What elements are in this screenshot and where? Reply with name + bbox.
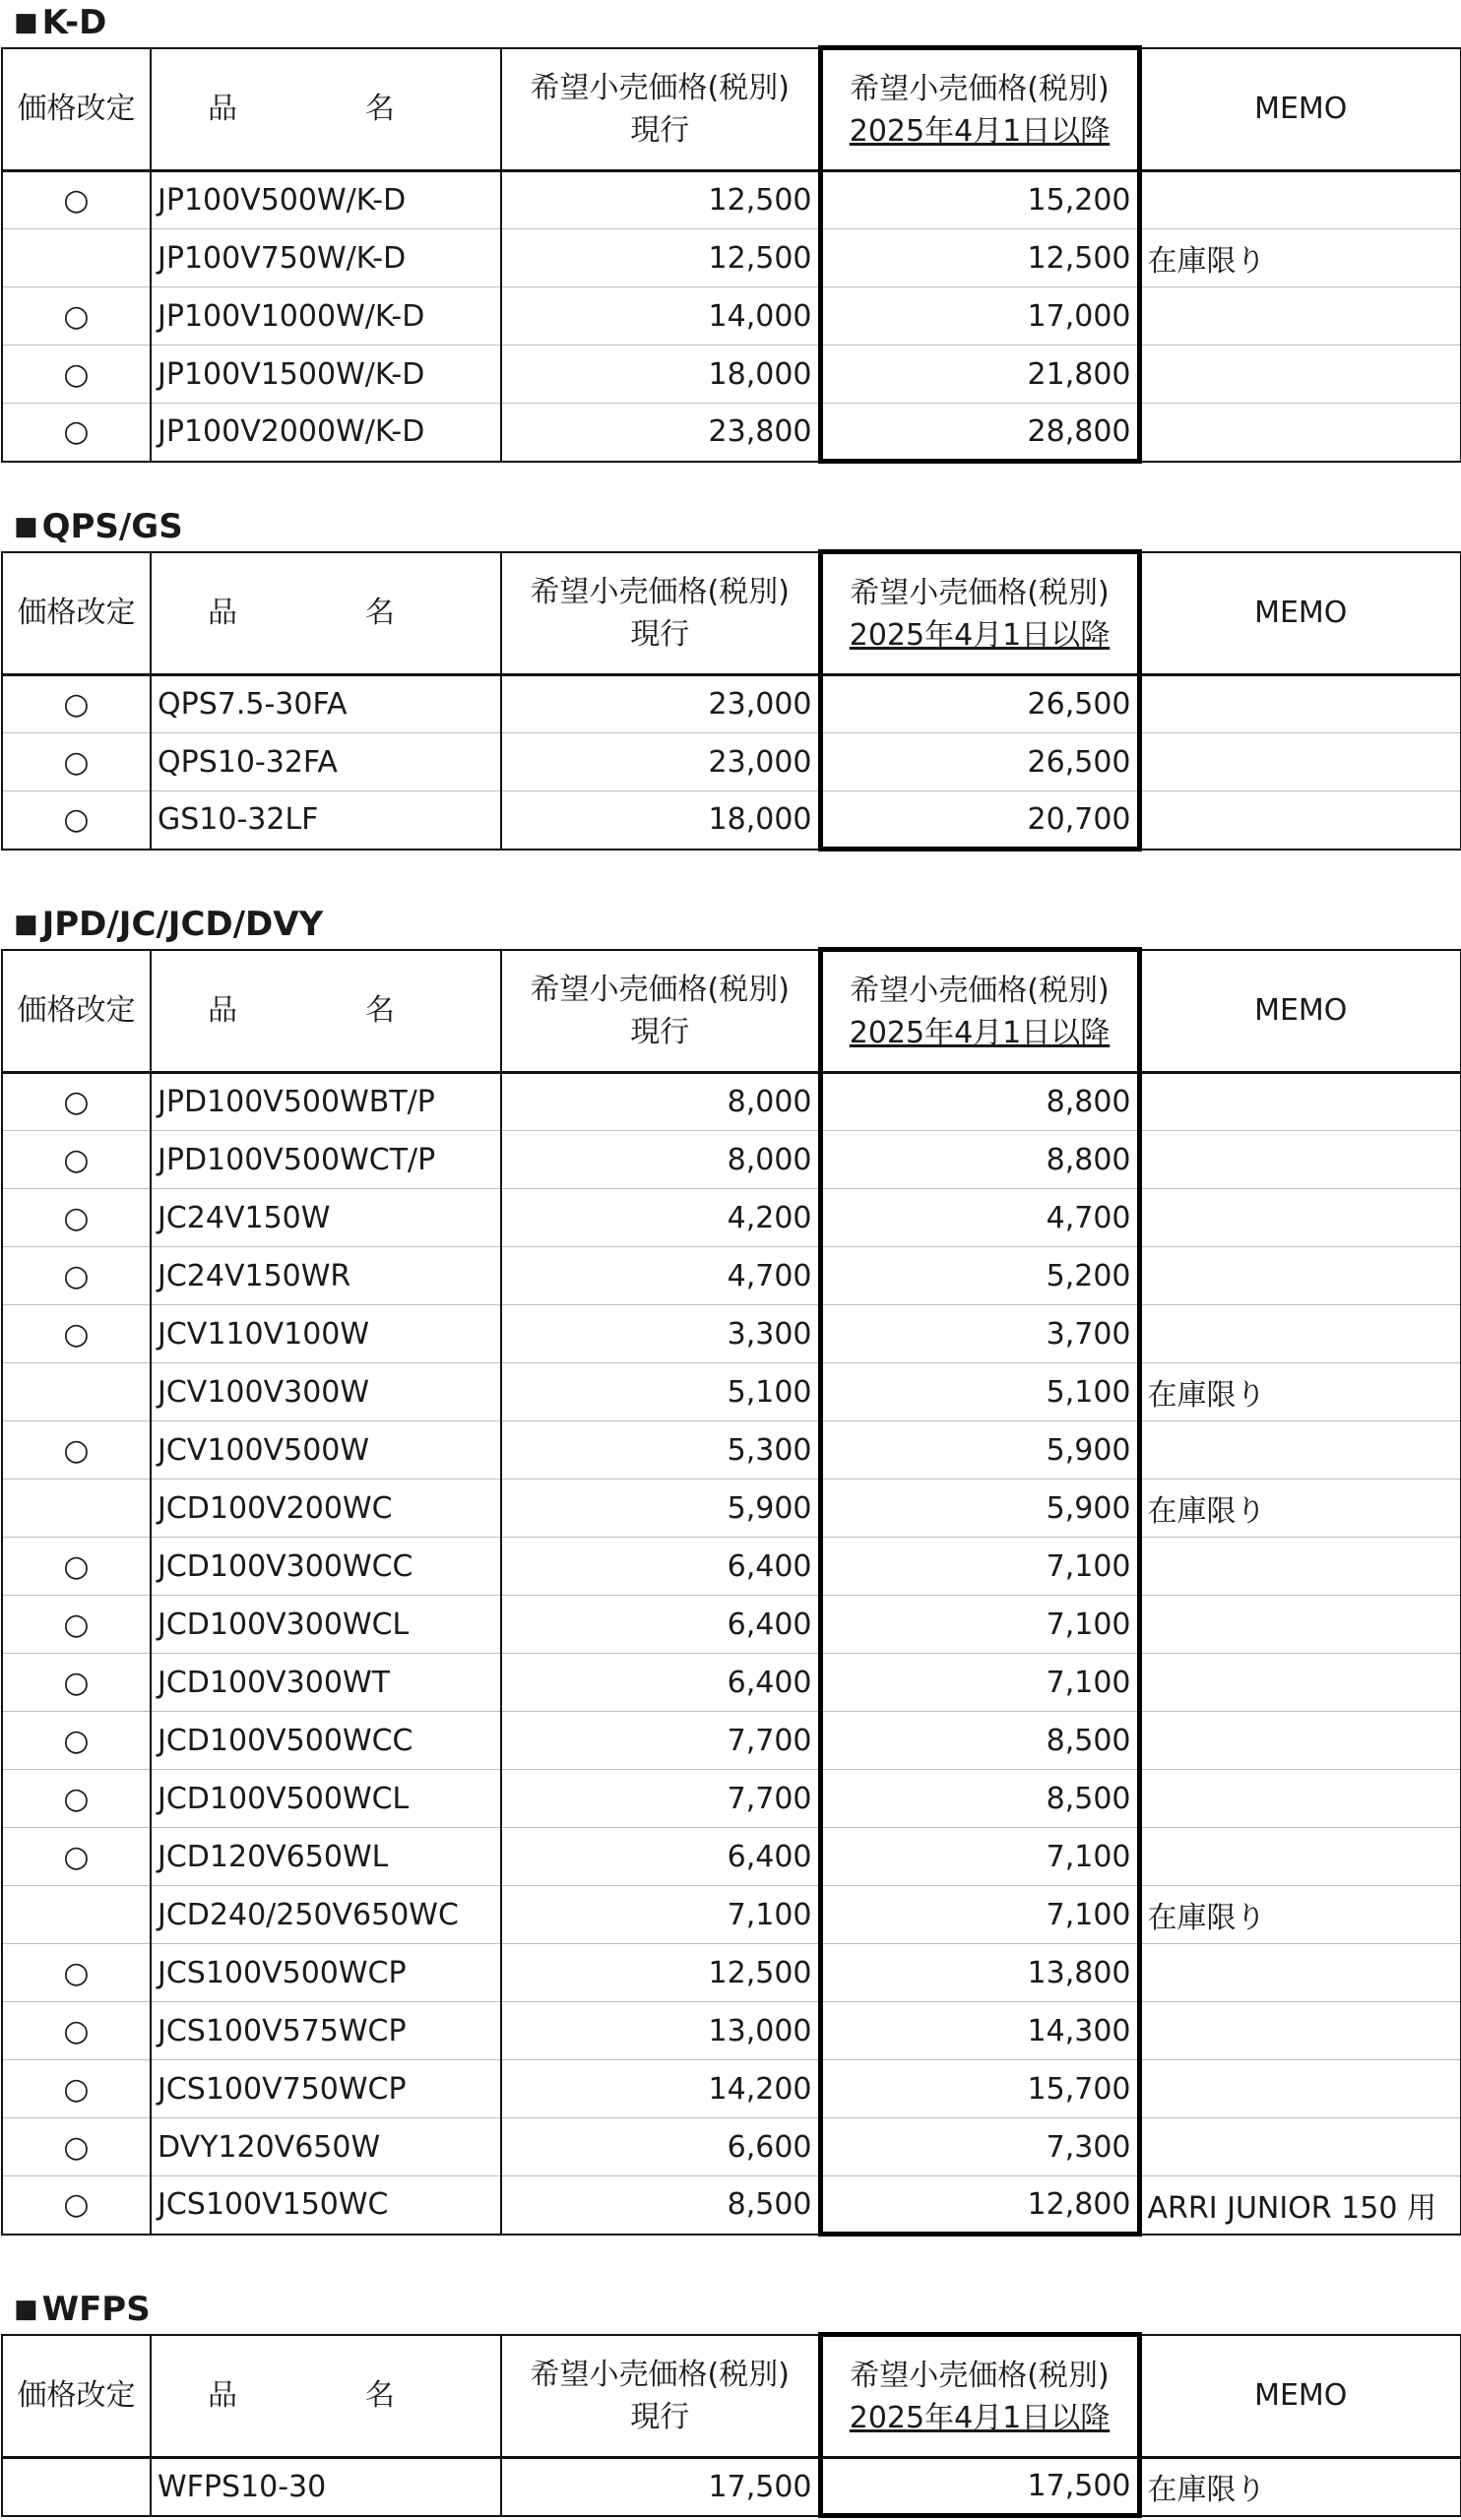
header-memo: MEMO bbox=[1139, 950, 1461, 1073]
revision-mark: ○ bbox=[2, 1712, 151, 1770]
section-title-text: WFPS bbox=[41, 2290, 151, 2329]
memo bbox=[1139, 1073, 1461, 1131]
revision-mark bbox=[2, 1363, 151, 1421]
memo bbox=[1139, 346, 1461, 404]
table-row bbox=[2, 1828, 1461, 1886]
price-table bbox=[1, 549, 1461, 851]
new-price: 7,300 bbox=[820, 2118, 1139, 2176]
product-name: DVY120V650W bbox=[151, 2118, 501, 2176]
revision-mark bbox=[2, 2458, 151, 2516]
current-price: 12,500 bbox=[501, 171, 820, 229]
current-price: 18,000 bbox=[501, 346, 820, 404]
memo bbox=[1139, 287, 1461, 346]
product-name: JCV100V500W bbox=[151, 1421, 501, 1480]
square-bullet-icon: ■ bbox=[14, 8, 38, 37]
revision-mark: ○ bbox=[2, 171, 151, 229]
header-new-price bbox=[820, 552, 1139, 675]
price-table bbox=[1, 45, 1461, 464]
header-new-price bbox=[820, 950, 1139, 1073]
revision-mark: ○ bbox=[2, 1770, 151, 1828]
current-price: 13,000 bbox=[501, 2002, 820, 2060]
header-new-price-date: 2025年4月1日以降 bbox=[849, 1015, 1111, 1050]
new-price: 5,900 bbox=[820, 1480, 1139, 1538]
new-price: 7,100 bbox=[820, 1538, 1139, 1596]
product-name: JCD120V650WL bbox=[151, 1828, 501, 1886]
product-name: JCD100V500WCC bbox=[151, 1712, 501, 1770]
memo bbox=[1139, 2060, 1461, 2118]
new-price: 7,100 bbox=[820, 1654, 1139, 1712]
product-name: JP100V750W/K-D bbox=[151, 229, 501, 287]
new-price: 12,500 bbox=[820, 229, 1139, 287]
memo bbox=[1139, 1538, 1461, 1596]
product-name: JCD100V300WCC bbox=[151, 1538, 501, 1596]
header-new-price-date: 2025年4月1日以降 bbox=[849, 617, 1111, 653]
table-row bbox=[2, 1305, 1461, 1363]
current-price: 3,300 bbox=[501, 1305, 820, 1363]
memo bbox=[1139, 1596, 1461, 1654]
table-row bbox=[2, 229, 1461, 287]
header-memo: MEMO bbox=[1139, 552, 1461, 675]
header-current-price-line1: 希望小売価格(税別) bbox=[530, 574, 790, 609]
new-price: 13,800 bbox=[820, 1944, 1139, 2002]
new-price: 17,500 bbox=[820, 2458, 1139, 2516]
header-row bbox=[2, 552, 1461, 675]
memo: 在庫限り bbox=[1139, 1480, 1461, 1538]
price-section bbox=[0, 902, 1461, 2236]
memo bbox=[1139, 1421, 1461, 1480]
new-price: 4,700 bbox=[820, 1189, 1139, 1247]
new-price: 20,700 bbox=[820, 791, 1139, 850]
header-current-price bbox=[501, 2335, 820, 2458]
memo bbox=[1139, 675, 1461, 733]
memo bbox=[1139, 404, 1461, 462]
revision-mark: ○ bbox=[2, 675, 151, 733]
product-name: QPS7.5-30FA bbox=[151, 675, 501, 733]
memo bbox=[1139, 1828, 1461, 1886]
memo bbox=[1139, 1305, 1461, 1363]
product-name: JC24V150W bbox=[151, 1189, 501, 1247]
header-current-price-line1: 希望小売価格(税別) bbox=[530, 972, 790, 1007]
memo bbox=[1139, 1131, 1461, 1189]
current-price: 4,200 bbox=[501, 1189, 820, 1247]
table-row bbox=[2, 791, 1461, 850]
current-price: 14,200 bbox=[501, 2060, 820, 2118]
revision-mark: ○ bbox=[2, 1131, 151, 1189]
new-price: 5,200 bbox=[820, 1247, 1139, 1305]
new-price: 7,100 bbox=[820, 1886, 1139, 1944]
revision-mark: ○ bbox=[2, 404, 151, 462]
product-name: JCS100V575WCP bbox=[151, 2002, 501, 2060]
section-title-text: K-D bbox=[41, 3, 107, 42]
header-current-price bbox=[501, 552, 820, 675]
memo: 在庫限り bbox=[1139, 1886, 1461, 1944]
table-row bbox=[2, 1131, 1461, 1189]
table-row bbox=[2, 346, 1461, 404]
header-new-price bbox=[820, 2335, 1139, 2458]
section-title bbox=[0, 2287, 1461, 2332]
current-price: 14,000 bbox=[501, 287, 820, 346]
header-current-price bbox=[501, 950, 820, 1073]
new-price: 8,500 bbox=[820, 1770, 1139, 1828]
memo bbox=[1139, 2118, 1461, 2176]
product-name: JCV110V100W bbox=[151, 1305, 501, 1363]
memo: 在庫限り bbox=[1139, 229, 1461, 287]
price-section bbox=[0, 504, 1461, 851]
new-price: 7,100 bbox=[820, 1596, 1139, 1654]
new-price: 26,500 bbox=[820, 675, 1139, 733]
new-price: 8,800 bbox=[820, 1073, 1139, 1131]
product-name: JCD240/250V650WC bbox=[151, 1886, 501, 1944]
new-price: 14,300 bbox=[820, 2002, 1139, 2060]
header-new-price-line1: 希望小売価格(税別) bbox=[850, 575, 1110, 610]
table-row bbox=[2, 1770, 1461, 1828]
header-row bbox=[2, 950, 1461, 1073]
header-row bbox=[2, 48, 1461, 171]
table-row bbox=[2, 1596, 1461, 1654]
header-current-price-line1: 希望小売価格(税別) bbox=[530, 2357, 790, 2392]
product-name: JCS100V150WC bbox=[151, 2176, 501, 2235]
product-name: JP100V500W/K-D bbox=[151, 171, 501, 229]
table-row bbox=[2, 287, 1461, 346]
product-name: JCV100V300W bbox=[151, 1363, 501, 1421]
table-row bbox=[2, 171, 1461, 229]
table-row bbox=[2, 1654, 1461, 1712]
section-title-text: QPS/GS bbox=[41, 507, 183, 546]
revision-mark: ○ bbox=[2, 1073, 151, 1131]
table-row bbox=[2, 1421, 1461, 1480]
product-name: JCS100V500WCP bbox=[151, 1944, 501, 2002]
current-price: 7,700 bbox=[501, 1712, 820, 1770]
section-title bbox=[0, 902, 1461, 947]
header-new-price bbox=[820, 48, 1139, 171]
square-bullet-icon: ■ bbox=[14, 2295, 38, 2324]
table-row bbox=[2, 1944, 1461, 2002]
memo bbox=[1139, 1770, 1461, 1828]
memo bbox=[1139, 1247, 1461, 1305]
revision-mark: ○ bbox=[2, 733, 151, 791]
table-row bbox=[2, 1189, 1461, 1247]
revision-mark: ○ bbox=[2, 287, 151, 346]
product-name: JP100V1000W/K-D bbox=[151, 287, 501, 346]
revision-mark: ○ bbox=[2, 2118, 151, 2176]
price-table bbox=[1, 2332, 1461, 2518]
revision-mark: ○ bbox=[2, 1305, 151, 1363]
new-price: 26,500 bbox=[820, 733, 1139, 791]
current-price: 5,100 bbox=[501, 1363, 820, 1421]
price-table bbox=[1, 947, 1461, 2236]
table-row bbox=[2, 1538, 1461, 1596]
section-title bbox=[0, 0, 1461, 45]
revision-mark: ○ bbox=[2, 1828, 151, 1886]
product-name: JCD100V200WC bbox=[151, 1480, 501, 1538]
product-name: JP100V2000W/K-D bbox=[151, 404, 501, 462]
revision-mark: ○ bbox=[2, 791, 151, 850]
table-row bbox=[2, 675, 1461, 733]
product-name: JCD100V500WCL bbox=[151, 1770, 501, 1828]
header-product-name bbox=[151, 2335, 501, 2458]
current-price: 8,000 bbox=[501, 1131, 820, 1189]
revision-mark: ○ bbox=[2, 346, 151, 404]
current-price: 6,400 bbox=[501, 1596, 820, 1654]
table-row bbox=[2, 2458, 1461, 2516]
memo: 在庫限り bbox=[1139, 2458, 1461, 2516]
header-current-price-line2: 現行 bbox=[630, 2399, 690, 2434]
memo bbox=[1139, 1712, 1461, 1770]
memo bbox=[1139, 1944, 1461, 2002]
header-new-price-line1: 希望小売価格(税別) bbox=[850, 973, 1110, 1008]
new-price: 12,800 bbox=[820, 2176, 1139, 2235]
new-price: 3,700 bbox=[820, 1305, 1139, 1363]
header-revision: 価格改定 bbox=[2, 48, 151, 171]
product-name: JP100V1500W/K-D bbox=[151, 346, 501, 404]
product-name: WFPS10-30 bbox=[151, 2458, 501, 2516]
header-product-name bbox=[151, 950, 501, 1073]
revision-mark: ○ bbox=[2, 1654, 151, 1712]
new-price: 8,500 bbox=[820, 1712, 1139, 1770]
memo: 在庫限り bbox=[1139, 1363, 1461, 1421]
revision-mark bbox=[2, 1886, 151, 1944]
current-price: 12,500 bbox=[501, 1944, 820, 2002]
header-product-name bbox=[151, 552, 501, 675]
section-title bbox=[0, 504, 1461, 549]
header-new-price-line1: 希望小売価格(税別) bbox=[850, 71, 1110, 106]
current-price: 18,000 bbox=[501, 791, 820, 850]
revision-mark: ○ bbox=[2, 1247, 151, 1305]
header-product-name-text: 品 名 bbox=[208, 596, 444, 631]
header-memo: MEMO bbox=[1139, 48, 1461, 171]
revision-mark: ○ bbox=[2, 1596, 151, 1654]
current-price: 4,700 bbox=[501, 1247, 820, 1305]
memo bbox=[1139, 791, 1461, 850]
revision-mark bbox=[2, 229, 151, 287]
header-current-price-line2: 現行 bbox=[630, 112, 690, 148]
header-new-price-line2 bbox=[823, 2397, 1137, 2439]
square-bullet-icon: ■ bbox=[14, 910, 38, 939]
revision-mark: ○ bbox=[2, 2060, 151, 2118]
new-price: 7,100 bbox=[820, 1828, 1139, 1886]
table-row bbox=[2, 1073, 1461, 1131]
memo bbox=[1139, 1189, 1461, 1247]
current-price: 6,600 bbox=[501, 2118, 820, 2176]
revision-mark bbox=[2, 1480, 151, 1538]
table-row bbox=[2, 733, 1461, 791]
header-revision: 価格改定 bbox=[2, 950, 151, 1073]
current-price: 8,500 bbox=[501, 2176, 820, 2235]
table-row bbox=[2, 1886, 1461, 1944]
header-new-price-line2 bbox=[823, 1012, 1137, 1054]
current-price: 6,400 bbox=[501, 1654, 820, 1712]
new-price: 5,100 bbox=[820, 1363, 1139, 1421]
new-price: 5,900 bbox=[820, 1421, 1139, 1480]
product-name: JPD100V500WBT/P bbox=[151, 1073, 501, 1131]
header-new-price-line2 bbox=[823, 110, 1137, 153]
header-product-name-text: 品 名 bbox=[208, 2378, 444, 2414]
current-price: 8,000 bbox=[501, 1073, 820, 1131]
current-price: 7,700 bbox=[501, 1770, 820, 1828]
current-price: 5,900 bbox=[501, 1480, 820, 1538]
header-new-price-line1: 希望小売価格(税別) bbox=[850, 2358, 1110, 2393]
revision-mark: ○ bbox=[2, 1421, 151, 1480]
product-name: JCD100V300WT bbox=[151, 1654, 501, 1712]
new-price: 28,800 bbox=[820, 404, 1139, 462]
product-name: JCS100V750WCP bbox=[151, 2060, 501, 2118]
revision-mark: ○ bbox=[2, 2002, 151, 2060]
product-name: JPD100V500WCT/P bbox=[151, 1131, 501, 1189]
price-section bbox=[0, 0, 1461, 464]
header-revision: 価格改定 bbox=[2, 552, 151, 675]
current-price: 17,500 bbox=[501, 2458, 820, 2516]
table-row bbox=[2, 1247, 1461, 1305]
current-price: 6,400 bbox=[501, 1538, 820, 1596]
header-new-price-line2 bbox=[823, 614, 1137, 657]
product-name: JCD100V300WCL bbox=[151, 1596, 501, 1654]
product-name: QPS10-32FA bbox=[151, 733, 501, 791]
revision-mark: ○ bbox=[2, 1189, 151, 1247]
revision-mark: ○ bbox=[2, 2176, 151, 2235]
product-name: JC24V150WR bbox=[151, 1247, 501, 1305]
new-price: 17,000 bbox=[820, 287, 1139, 346]
price-section bbox=[0, 2287, 1461, 2518]
header-new-price-date: 2025年4月1日以降 bbox=[849, 113, 1111, 149]
header-product-name-text: 品 名 bbox=[208, 993, 444, 1029]
header-current-price bbox=[501, 48, 820, 171]
revision-mark: ○ bbox=[2, 1944, 151, 2002]
current-price: 7,100 bbox=[501, 1886, 820, 1944]
current-price: 23,000 bbox=[501, 733, 820, 791]
section-title-text: JPD/JC/JCD/DVY bbox=[41, 905, 324, 944]
table-row bbox=[2, 404, 1461, 462]
new-price: 15,200 bbox=[820, 171, 1139, 229]
current-price: 23,000 bbox=[501, 675, 820, 733]
header-current-price-line1: 希望小売価格(税別) bbox=[530, 70, 790, 105]
table-row bbox=[2, 1480, 1461, 1538]
current-price: 5,300 bbox=[501, 1421, 820, 1480]
header-memo: MEMO bbox=[1139, 2335, 1461, 2458]
new-price: 21,800 bbox=[820, 346, 1139, 404]
current-price: 12,500 bbox=[501, 229, 820, 287]
memo bbox=[1139, 2002, 1461, 2060]
header-row bbox=[2, 2335, 1461, 2458]
table-row bbox=[2, 1363, 1461, 1421]
memo bbox=[1139, 733, 1461, 791]
revision-mark: ○ bbox=[2, 1538, 151, 1596]
header-new-price-date: 2025年4月1日以降 bbox=[849, 2400, 1111, 2435]
square-bullet-icon: ■ bbox=[14, 512, 38, 541]
new-price: 8,800 bbox=[820, 1131, 1139, 1189]
table-row bbox=[2, 2002, 1461, 2060]
product-name: GS10-32LF bbox=[151, 791, 501, 850]
memo bbox=[1139, 171, 1461, 229]
header-current-price-line2: 現行 bbox=[630, 1014, 690, 1049]
table-row bbox=[2, 1712, 1461, 1770]
header-product-name bbox=[151, 48, 501, 171]
memo bbox=[1139, 1654, 1461, 1712]
table-row bbox=[2, 2176, 1461, 2235]
header-revision: 価格改定 bbox=[2, 2335, 151, 2458]
current-price: 6,400 bbox=[501, 1828, 820, 1886]
new-price: 15,700 bbox=[820, 2060, 1139, 2118]
table-row bbox=[2, 2060, 1461, 2118]
table-row bbox=[2, 2118, 1461, 2176]
header-product-name-text: 品 名 bbox=[208, 92, 444, 127]
current-price: 23,800 bbox=[501, 404, 820, 462]
header-current-price-line2: 現行 bbox=[630, 616, 690, 652]
memo: ARRI JUNIOR 150 用 bbox=[1139, 2176, 1461, 2235]
